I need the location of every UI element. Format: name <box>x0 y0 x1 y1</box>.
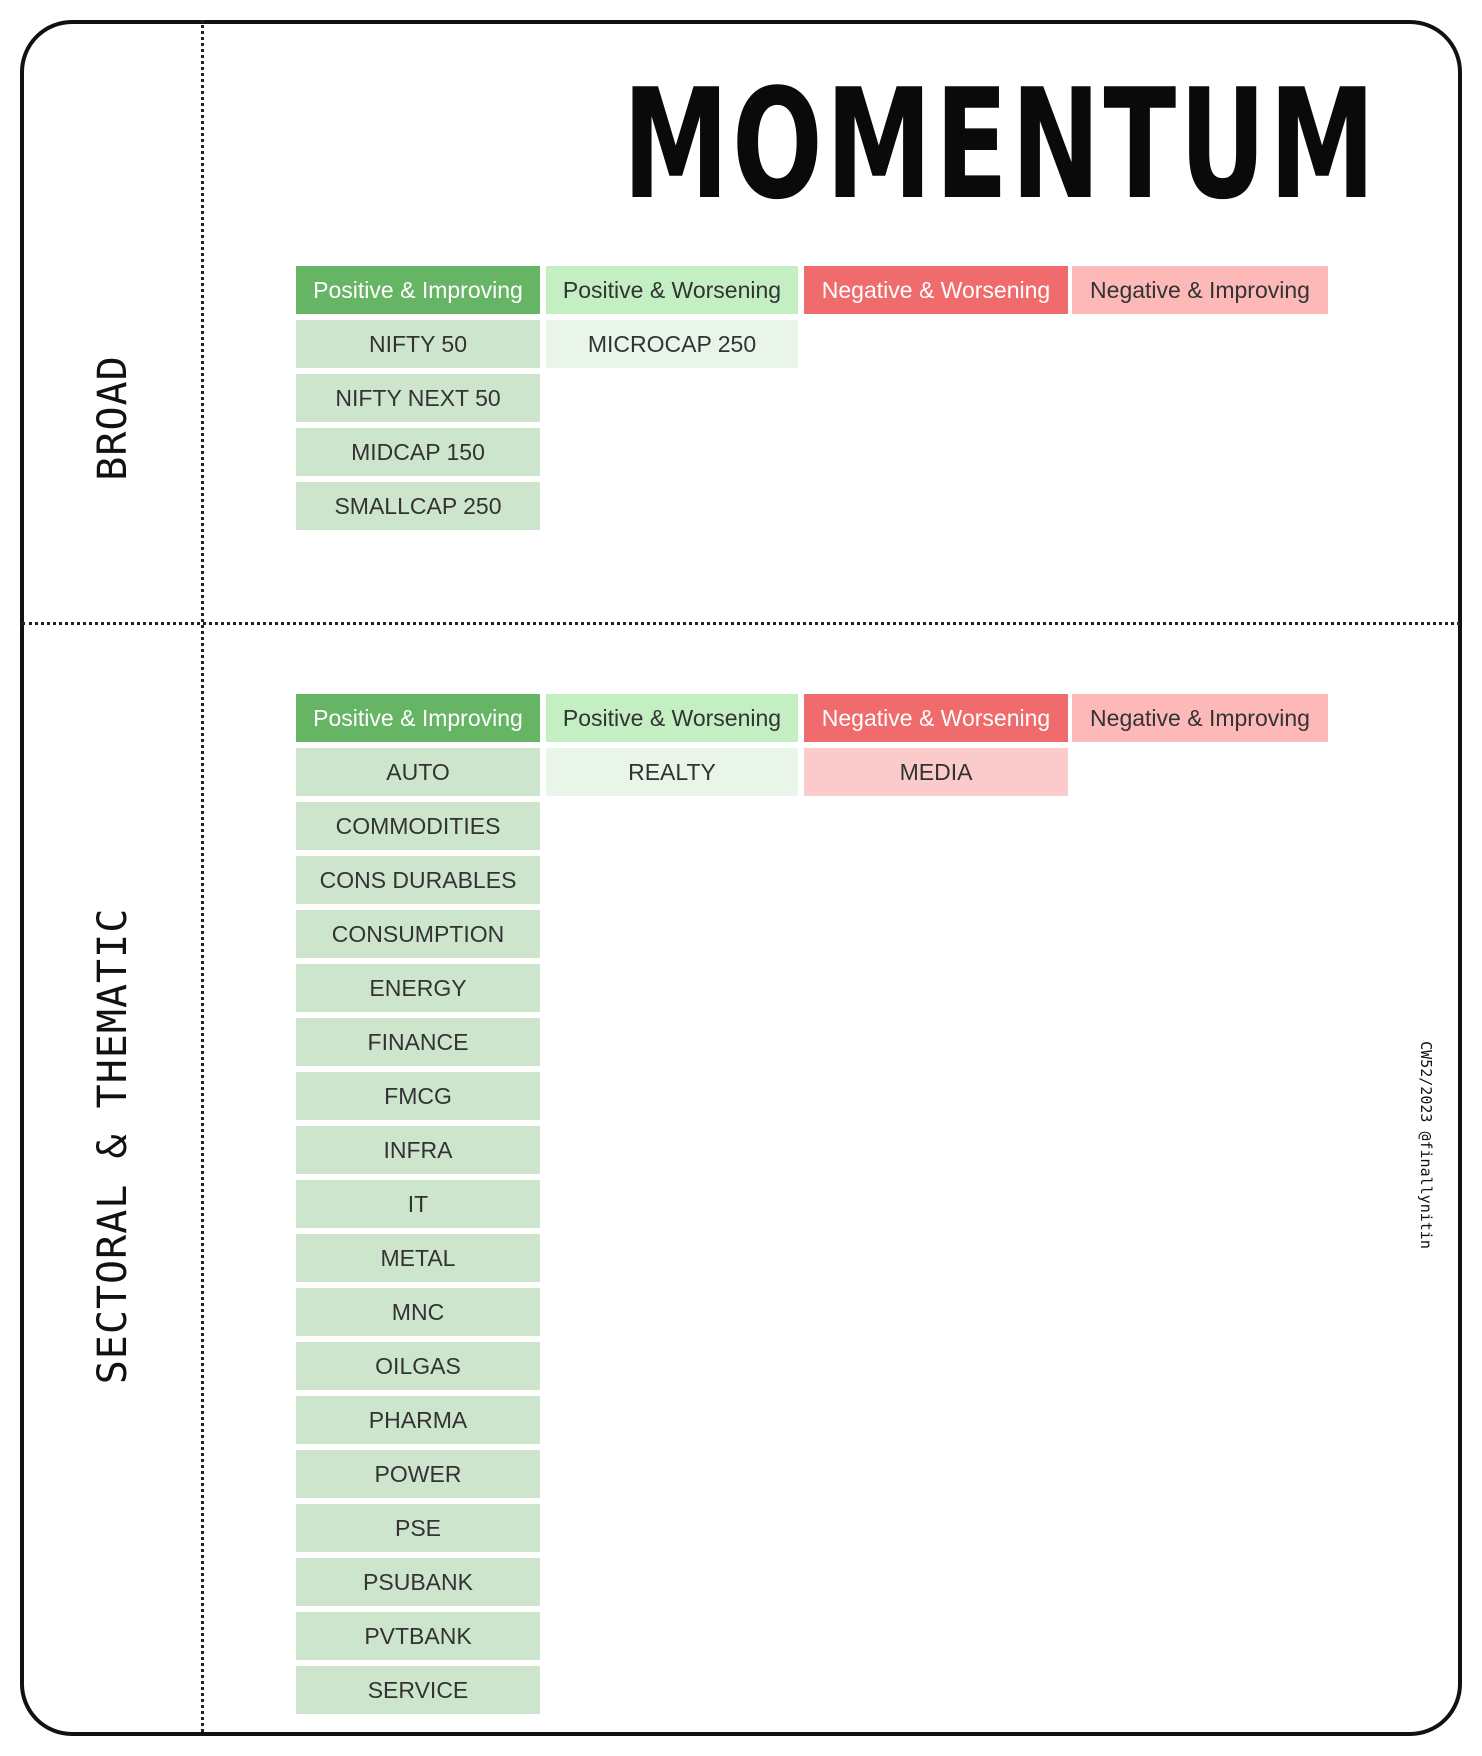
header-negative-improving: Negative & Improving <box>1072 266 1328 314</box>
vertical-divider <box>201 20 204 1732</box>
sector-cell: FINANCE <box>296 1018 540 1066</box>
sector-cell: PHARMA <box>296 1396 540 1444</box>
section-label-sectoral: SECTORAL & THEMATIC <box>90 907 136 1385</box>
header-negative-worsening: Negative & Worsening <box>804 694 1068 742</box>
header-negative-worsening: Negative & Worsening <box>804 266 1068 314</box>
index-cell: MIDCAP 150 <box>296 428 540 476</box>
watermark: CW52/2023 @finallynitin <box>1417 1041 1435 1249</box>
sector-cell: ENERGY <box>296 964 540 1012</box>
index-cell: NIFTY 50 <box>296 320 540 368</box>
index-cell: SMALLCAP 250 <box>296 482 540 530</box>
header-positive-improving: Positive & Improving <box>296 266 540 314</box>
sector-cell: AUTO <box>296 748 540 796</box>
sector-cell: IT <box>296 1180 540 1228</box>
sector-cell: CONS DURABLES <box>296 856 540 904</box>
sector-cell: PVTBANK <box>296 1612 540 1660</box>
header-positive-worsening: Positive & Worsening <box>546 694 798 742</box>
sector-cell: MEDIA <box>804 748 1068 796</box>
index-cell: NIFTY NEXT 50 <box>296 374 540 422</box>
header-positive-worsening: Positive & Worsening <box>546 266 798 314</box>
header-negative-improving: Negative & Improving <box>1072 694 1328 742</box>
sector-cell: FMCG <box>296 1072 540 1120</box>
section-label-broad: BROAD <box>90 355 136 481</box>
index-cell: MICROCAP 250 <box>546 320 798 368</box>
header-positive-improving: Positive & Improving <box>296 694 540 742</box>
sector-cell: INFRA <box>296 1126 540 1174</box>
sector-cell: PSUBANK <box>296 1558 540 1606</box>
sector-cell: PSE <box>296 1504 540 1552</box>
sector-cell: MNC <box>296 1288 540 1336</box>
page-title: MOMENTUM <box>622 56 1379 233</box>
sector-cell: METAL <box>296 1234 540 1282</box>
sector-cell: COMMODITIES <box>296 802 540 850</box>
sector-cell: CONSUMPTION <box>296 910 540 958</box>
sector-cell: OILGAS <box>296 1342 540 1390</box>
horizontal-divider <box>22 622 1460 625</box>
sector-cell: POWER <box>296 1450 540 1498</box>
sector-cell: SERVICE <box>296 1666 540 1714</box>
sector-cell: REALTY <box>546 748 798 796</box>
